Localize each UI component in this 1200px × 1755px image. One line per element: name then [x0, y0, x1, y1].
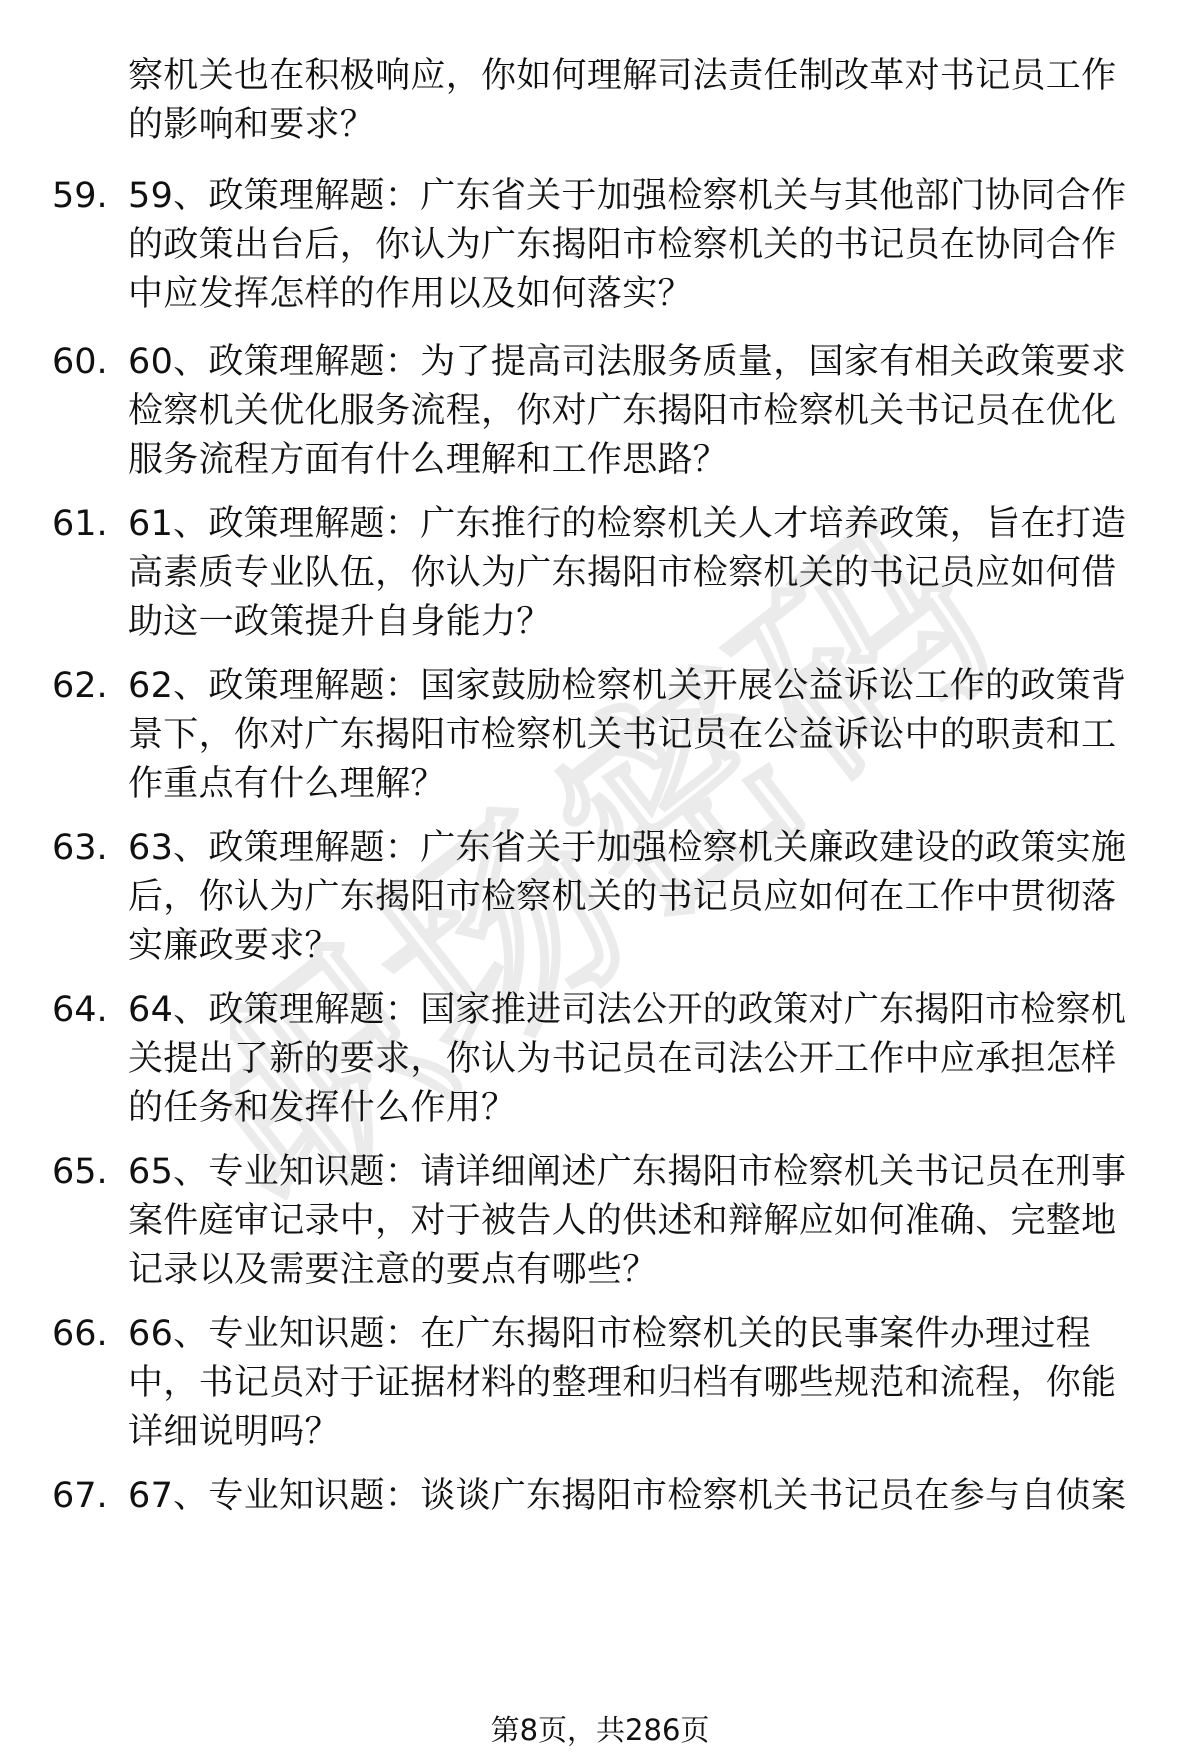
item-text-line: 详细说明吗？ [128, 1412, 340, 1452]
item-text-line: 63、政策理解题：广东省关于加强检察机关廉政建设的政策实施 [128, 828, 1127, 868]
item-text-line: 作重点有什么理解？ [128, 764, 446, 804]
item-number: 64. [52, 990, 108, 1030]
item-text-line: 的影响和要求？ [128, 105, 376, 145]
page-footer: 第8页，共286页 [490, 1713, 710, 1747]
item-text-line: 案件庭审记录中，对于被告人的供述和辩解应如何准确、完整地 [128, 1201, 1117, 1241]
item-text-line: 高素质专业队伍，你认为广东揭阳市检察机关的书记员应如何借 [128, 553, 1117, 593]
watermark-text: 职场密码 [230, 479, 990, 1256]
item-text-line: 60、政策理解题：为了提高司法服务质量，国家有相关政策要求 [128, 342, 1127, 382]
item-number: 67. [52, 1476, 108, 1516]
item-number: 63. [52, 828, 108, 868]
item-text-line: 中应发挥怎样的作用以及如何落实？ [128, 274, 693, 314]
item-text-line: 服务流程方面有什么理解和工作思路？ [128, 440, 729, 480]
item-text-line: 检察机关优化服务流程，你对广东揭阳市检察机关书记员在优化 [128, 391, 1117, 431]
item-number: 65. [52, 1152, 108, 1192]
item-text-line: 61、政策理解题：广东推行的检察机关人才培养政策，旨在打造 [128, 504, 1127, 544]
item-number: 62. [52, 666, 108, 706]
item-text-line: 64、政策理解题：国家推进司法公开的政策对广东揭阳市检察机 [128, 990, 1127, 1030]
item-text-line: 实廉政要求？ [128, 926, 340, 966]
item-text-line: 察机关也在积极响应，你如何理解司法责任制改革对书记员工作 [128, 56, 1117, 96]
item-number: 59. [52, 176, 108, 216]
item-text-line: 66、专业知识题：在广东揭阳市检察机关的民事案件办理过程 [128, 1314, 1091, 1354]
item-text-line: 的政策出台后，你认为广东揭阳市检察机关的书记员在协同合作 [128, 225, 1117, 265]
item-text-line: 关提出了新的要求，你认为书记员在司法公开工作中应承担怎样 [128, 1039, 1117, 1079]
item-text-line: 后，你认为广东揭阳市检察机关的书记员应如何在工作中贯彻落 [128, 877, 1117, 917]
item-text-line: 景下，你对广东揭阳市检察机关书记员在公益诉讼中的职责和工 [128, 715, 1117, 755]
item-text-line: 的任务和发挥什么作用？ [128, 1088, 517, 1128]
item-text-line: 记录以及需要注意的要点有哪些？ [128, 1250, 658, 1290]
item-text-line: 62、政策理解题：国家鼓励检察机关开展公益诉讼工作的政策背 [128, 666, 1127, 706]
item-text-line: 67、专业知识题：谈谈广东揭阳市检察机关书记员在参与自侦案 [128, 1476, 1127, 1516]
item-text-line: 助这一政策提升自身能力？ [128, 602, 552, 642]
item-text-line: 59、政策理解题：广东省关于加强检察机关与其他部门协同合作 [128, 176, 1127, 216]
item-text-line: 中，书记员对于证据材料的整理和归档有哪些规范和流程，你能 [128, 1363, 1117, 1403]
item-number: 60. [52, 342, 108, 382]
item-number: 66. [52, 1314, 108, 1354]
item-number: 61. [52, 504, 108, 544]
item-text-line: 65、专业知识题：请详细阐述广东揭阳市检察机关书记员在刑事 [128, 1152, 1127, 1192]
